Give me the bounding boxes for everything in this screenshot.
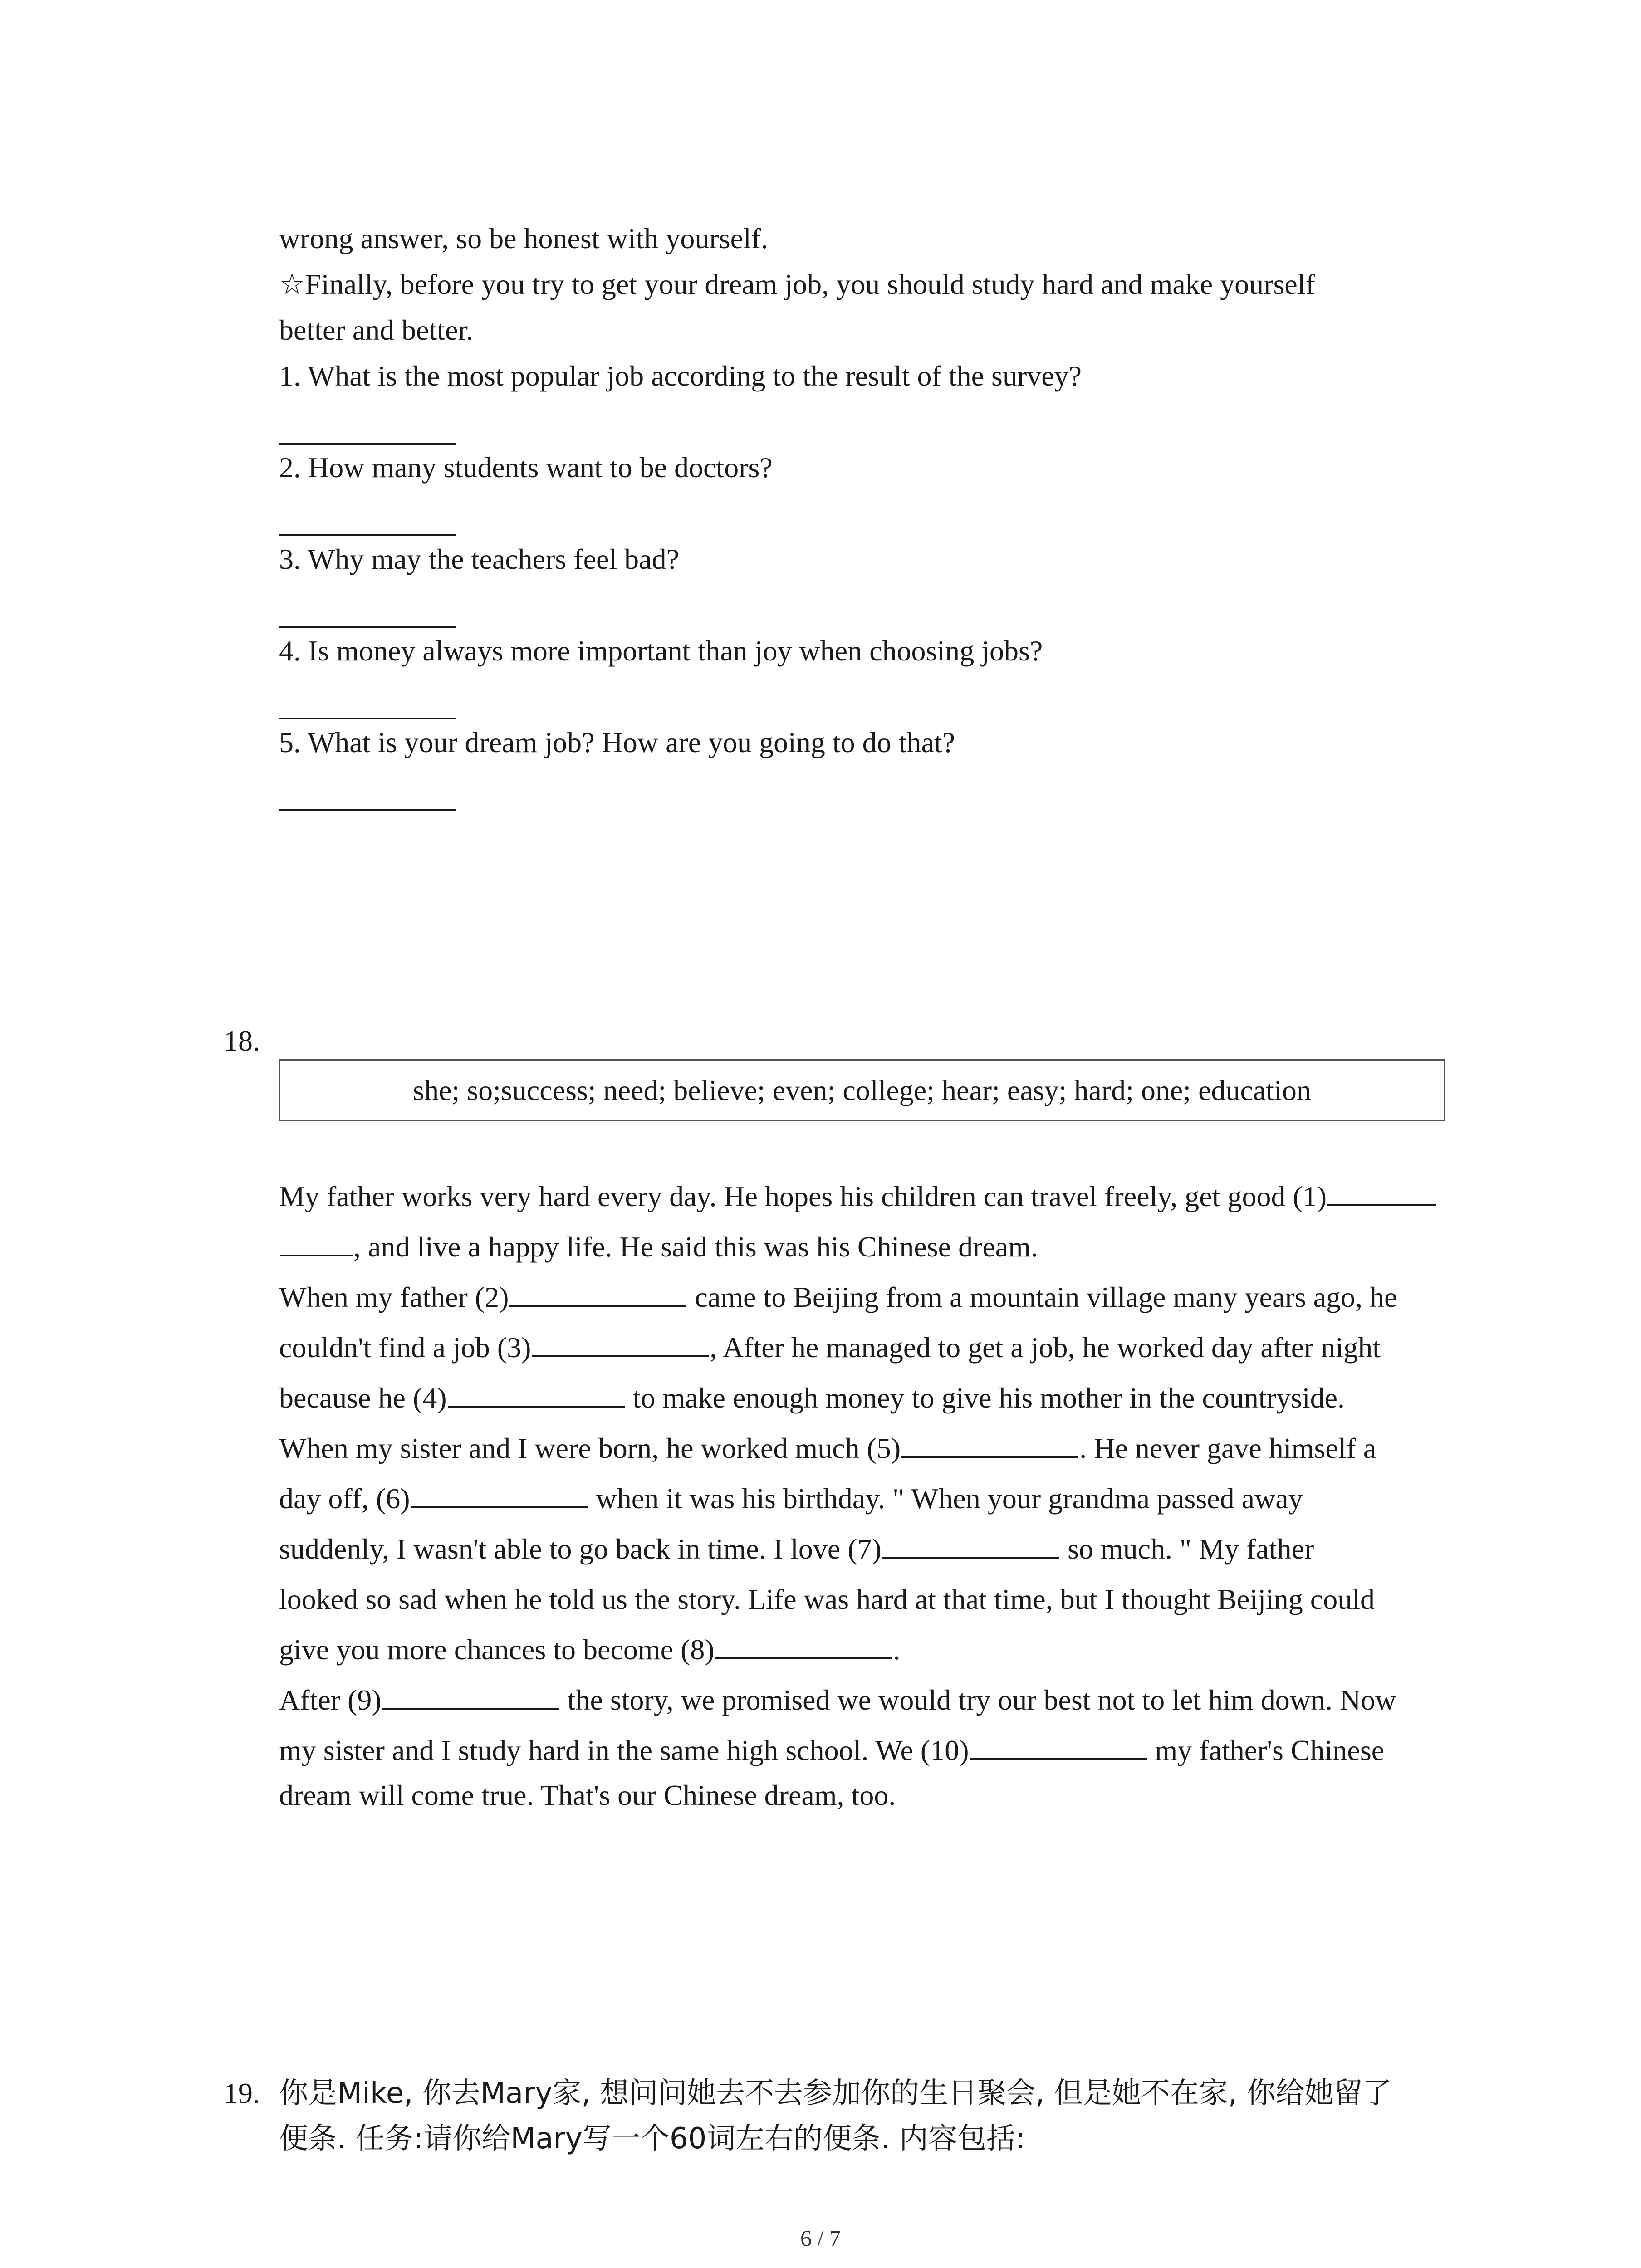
passage-text: my sister and I study hard in the same high school. We (10) [279, 1734, 969, 1766]
question-1: 1. What is the most popular job according to the result of the survey? [279, 360, 1082, 392]
writing-task-19 [279, 2071, 1459, 2161]
passage-text: couldn't find a job (3) [279, 1331, 531, 1364]
blank-10[interactable] [970, 1730, 1147, 1760]
passage-text: . He never gave himself a [1079, 1432, 1376, 1464]
passage-text: when it was his birthday. " When your grandma passed away [588, 1482, 1303, 1515]
passage-line [279, 1171, 1495, 1222]
passage-text: suddenly, I wasn't able to go back in time. I love (7) [279, 1533, 882, 1565]
passage-text: looked so sad when he told us the story. Life was hard at that time, but I thought Beijing could [279, 1583, 1375, 1615]
blank-8[interactable] [715, 1629, 892, 1659]
passage-line: better and better. [279, 314, 474, 346]
answer-line-3[interactable] [279, 582, 456, 628]
passage-text: . [893, 1633, 901, 1666]
passage-text: to make enough money to give his mother in the countryside. [625, 1382, 1345, 1414]
passage-line: ☆Finally, before you try to get your dream job, you should study hard and make yourself [279, 268, 1315, 300]
answer-line-1[interactable] [279, 399, 456, 445]
passage-line [279, 1423, 1495, 1473]
blank-1[interactable] [1327, 1176, 1436, 1206]
passage-line [279, 1222, 1495, 1272]
passage-line [279, 1373, 1495, 1423]
passage-text: day off, (6) [279, 1482, 410, 1515]
question-number-19: 19. [224, 2077, 260, 2109]
blank-4[interactable] [448, 1378, 625, 1408]
passage-text: My father works very hard every day. He hopes his children can travel freely, get good (1) [279, 1180, 1327, 1212]
task-line: 便条. 任务:请你给Mary写一个60词左右的便条. 内容包括: [279, 2122, 1025, 2156]
page-number: 6 / 7 [800, 2225, 841, 2251]
passage-text: When my sister and I were born, he worked much (5) [279, 1432, 901, 1464]
passage-text: give you more chances to become (8) [279, 1633, 715, 1666]
passage-line [279, 1524, 1495, 1574]
passage-line: wrong answer, so be honest with yourself. [279, 222, 769, 254]
blank-6[interactable] [411, 1478, 588, 1508]
answer-line-5[interactable] [279, 765, 456, 811]
question-2: 2. How many students want to be doctors? [279, 451, 773, 484]
passage-text: came to Beijing from a mountain village many years ago, he [687, 1281, 1397, 1313]
answer-line-2[interactable] [279, 490, 456, 536]
task-line: 你是Mike, 你去Mary家, 想问问她去不去参加你的生日聚会, 但是她不在家, 你给她留了 [279, 2077, 1392, 2110]
passage-text: When my father (2) [279, 1281, 509, 1313]
question-5: 5. What is your dream job? How are you going to do that? [279, 726, 955, 758]
question-4: 4. Is money always more important than joy when choosing jobs? [279, 635, 1043, 667]
blank-3[interactable] [532, 1327, 709, 1357]
passage-line [279, 1725, 1495, 1775]
blank-5[interactable] [901, 1428, 1078, 1458]
passage-line [279, 1322, 1495, 1373]
passage-line: dream will come true. That's our Chinese dream, too. [279, 1779, 896, 1811]
passage-text: my father's Chinese [1147, 1734, 1385, 1766]
passage-text: so much. " My father [1060, 1533, 1314, 1565]
passage-text: because he (4) [279, 1382, 447, 1414]
blank-7[interactable] [882, 1529, 1059, 1559]
blank-9[interactable] [382, 1680, 559, 1710]
answer-line-4[interactable] [279, 674, 456, 719]
passage-line [279, 1473, 1495, 1524]
passage-text: After (9) [279, 1684, 382, 1716]
passage-line [279, 1574, 1495, 1624]
question-number-18: 18. [224, 1025, 260, 1057]
word-bank-text: she; so;success; need; believe; even; college; hear; easy; hard; one; education [413, 1074, 1311, 1106]
reading-section-17 [279, 215, 1459, 811]
cloze-passage [279, 1171, 1495, 1775]
blank-1-continued[interactable] [280, 1227, 353, 1256]
word-bank-box [279, 1059, 1445, 1121]
passage-text: the story, we promised we would try our best not to let him down. Now [560, 1684, 1396, 1716]
passage-text: , After he managed to get a job, he worked day after night [710, 1331, 1381, 1364]
passage-line [279, 1675, 1495, 1725]
passage-line [279, 1624, 1495, 1675]
passage-line [279, 1272, 1495, 1322]
blank-2[interactable] [509, 1277, 686, 1307]
passage-text: , and live a happy life. He said this was his Chinese dream. [353, 1231, 1038, 1263]
question-3: 3. Why may the teachers feel bad? [279, 543, 679, 575]
